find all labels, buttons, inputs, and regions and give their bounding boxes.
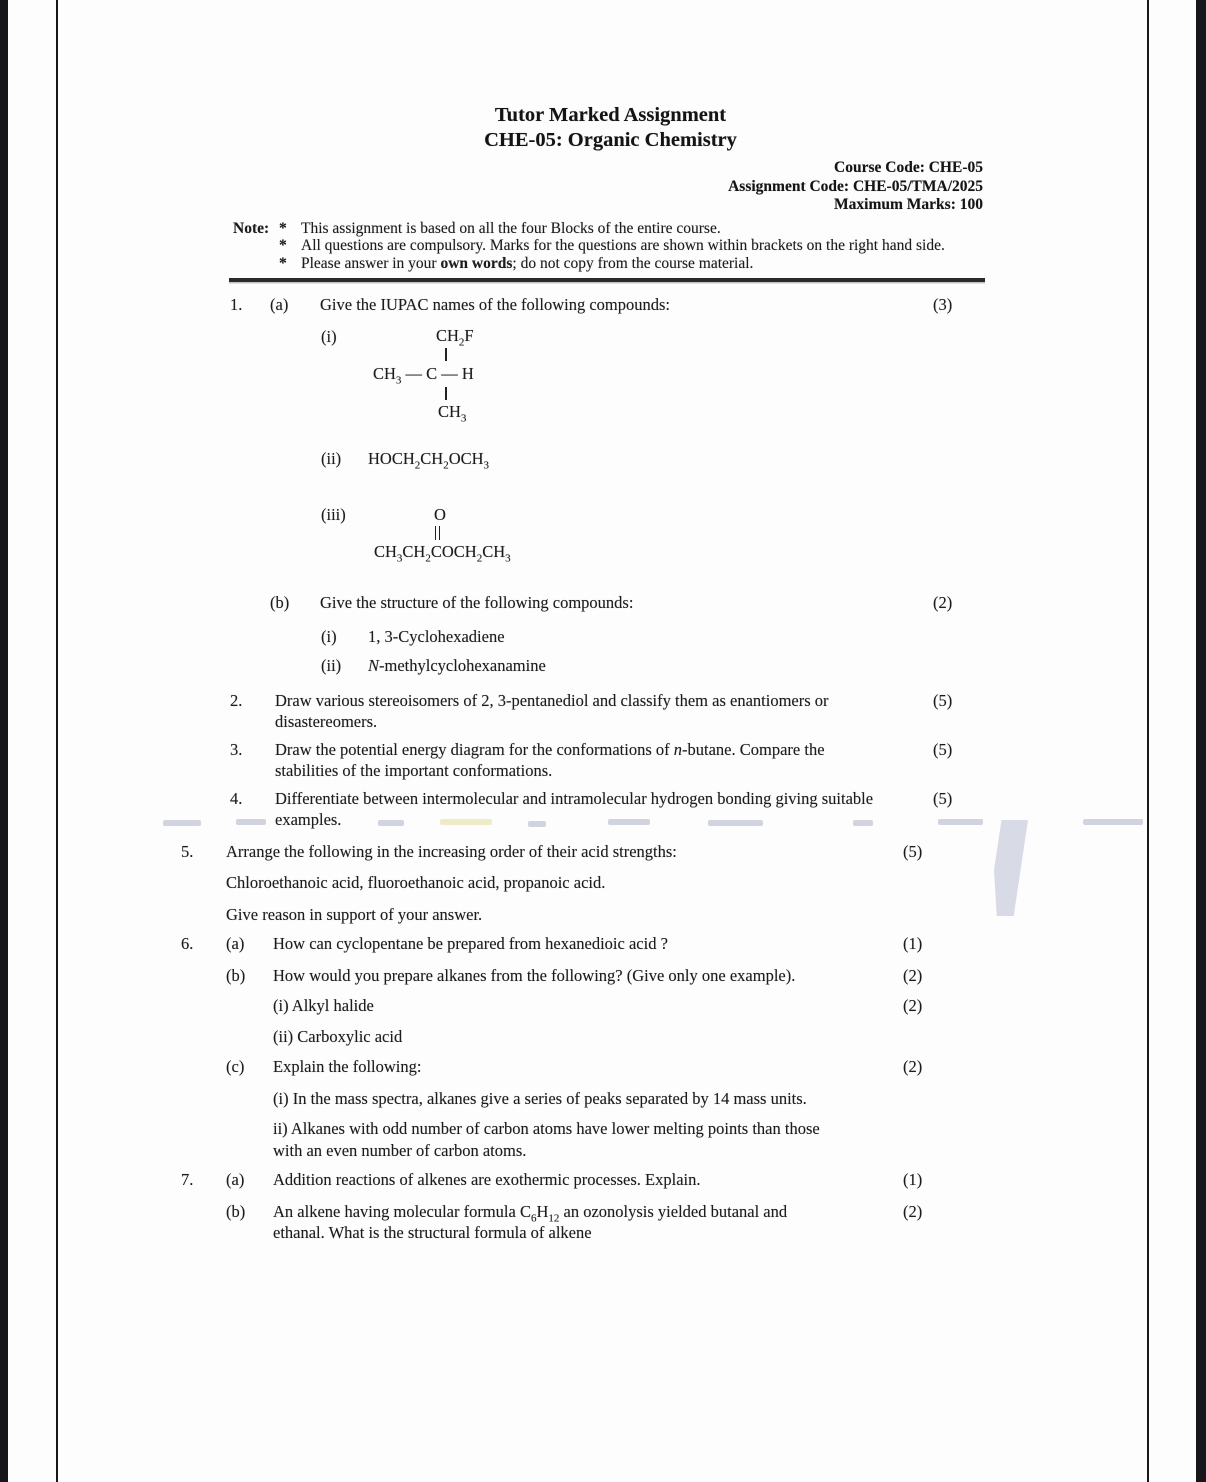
question-number: 6.	[181, 934, 194, 953]
item-label: (i)	[321, 626, 337, 646]
title-line-2: CHE-05: Organic Chemistry	[484, 129, 737, 151]
question-1b-item	[321, 627, 1156, 647]
question-subpart: (b)	[226, 965, 246, 985]
question-6b-item	[181, 1026, 1156, 1048]
note-item: This assignment is based on all the four Blocks of the entire course.	[301, 219, 721, 237]
scan-artifact	[236, 819, 266, 825]
note-row	[233, 237, 1033, 255]
substituent-bottom: $CH_3$	[438, 402, 467, 425]
header-meta	[65, 159, 1156, 215]
asterisk-bullet-icon: *	[279, 219, 287, 237]
structural-formula	[373, 326, 613, 425]
single-bond-icon	[445, 387, 447, 400]
question-1a-row	[230, 294, 1156, 316]
scan-artifact	[1083, 819, 1143, 825]
question-6b-item	[181, 995, 1156, 1017]
question-subpart: (a)	[270, 294, 289, 314]
question-number: 1.	[230, 294, 243, 314]
question-text: Draw various stereoisomers of 2, 3-pentanediol and classify them as enantiomers or disastereomers.	[275, 690, 829, 731]
note-item: Please answer in your own words; do not copy from the course material.	[301, 254, 754, 272]
assignment-document	[65, 0, 1156, 1482]
scan-artifact	[938, 819, 983, 825]
question-text: How would you prepare alkanes from the following? (Give only one example).	[273, 965, 796, 985]
item-text: ii) Alkanes with odd number of carbon atoms have lower melting points than those with an even number of carbon atoms.	[273, 1119, 820, 1160]
title-line-1: Tutor Marked Assignment	[494, 104, 727, 126]
question-6b-row	[181, 965, 1156, 987]
oxygen-atom: O	[434, 505, 446, 524]
item-text: (ii) Carboxylic acid	[273, 1026, 403, 1046]
course-code: Course Code: CHE-05	[834, 159, 983, 176]
marks-badge: (1)	[903, 934, 923, 953]
marks-badge: (5)	[933, 739, 953, 759]
question-number: 3.	[230, 739, 243, 759]
asterisk-bullet-icon: *	[279, 254, 287, 272]
item-text: (i) Alkyl halide	[273, 996, 374, 1015]
item-text: 1, 3-Cyclohexadiene	[368, 626, 505, 646]
question-number: 7.	[181, 1170, 194, 1189]
question-6a-row	[181, 933, 1156, 955]
assignment-code: Assignment Code: CHE-05/TMA/2025	[728, 177, 983, 195]
question-6c-row	[181, 1056, 1156, 1078]
backbone: $CH_3$ — C — H	[373, 364, 474, 387]
question-text: How can cyclopentane be prepared from hexanedioic acid ?	[273, 934, 668, 953]
question-subpart: (a)	[226, 1170, 245, 1189]
condensed-formula: $HOCH_2CH_2OCH_3$	[368, 449, 490, 472]
page-border-line-left	[56, 0, 58, 1482]
note-item: All questions are compulsory. Marks for the questions are shown within brackets on the right hand side.	[301, 237, 945, 254]
structure-i	[321, 326, 1156, 425]
question-subpart: (b)	[226, 1201, 246, 1221]
question-1b-row	[230, 592, 1156, 614]
condensed-formula: $CH_3CH_2COCH_2CH_3$	[374, 542, 511, 565]
marks-badge: (2)	[903, 1201, 923, 1221]
question-3-row	[230, 739, 1156, 782]
marks-badge: (2)	[903, 996, 923, 1015]
question-text: An alkene having molecular formula $C_6H_{12}$ an ozonolysis yielded butanal and ethanal. What is the structural formula of alkene	[273, 1201, 788, 1242]
question-subpart: (b)	[270, 593, 290, 612]
marks-badge: (5)	[903, 841, 923, 861]
double-bond-icon	[435, 526, 440, 540]
marks-badge: (2)	[903, 1057, 923, 1076]
scan-artifact	[440, 819, 492, 825]
question-7a-row	[181, 1169, 1156, 1191]
marks-badge: (5)	[933, 788, 953, 808]
question-text: Addition reactions of alkenes are exothermic processes. Explain.	[273, 1170, 701, 1189]
marks-badge: (5)	[933, 690, 953, 710]
question-text: Give the IUPAC names of the following compounds:	[320, 294, 670, 314]
question-7b-row	[181, 1201, 1156, 1244]
question-text: Differentiate between intermolecular and intramolecular hydrogen bonding giving suitable examples.	[275, 788, 874, 829]
question-number: 4.	[230, 788, 243, 808]
scan-artifact	[608, 819, 650, 825]
structure-label: (iii)	[321, 505, 346, 524]
question-6c-item	[181, 1088, 1156, 1110]
question-number: 2.	[230, 690, 243, 710]
question-number: 5.	[181, 841, 194, 861]
question-6c-item	[181, 1118, 1156, 1161]
item-text: N-methylcyclohexanamine	[368, 655, 546, 675]
scan-artifact	[708, 820, 763, 826]
page-border-line-right	[1147, 0, 1149, 1482]
question-subpart: (c)	[226, 1057, 245, 1076]
question-2-row	[230, 690, 1156, 733]
question-text: Draw the potential energy diagram for the conformations of n-butane. Compare the stabilities of the important conformations.	[275, 739, 825, 780]
asterisk-bullet-icon: *	[279, 237, 287, 254]
marks-badge: (2)	[903, 965, 923, 985]
single-bond-icon	[445, 348, 447, 361]
note-label: Note:	[233, 219, 270, 237]
scan-artifact	[528, 821, 546, 827]
question-text: Give reason in support of your answer.	[226, 904, 483, 924]
substituent-top: $CH_2F$	[436, 326, 474, 349]
structure-iii	[321, 505, 1156, 565]
note-row	[233, 255, 1033, 273]
marks-badge: (2)	[933, 593, 953, 612]
note-block	[233, 220, 1033, 273]
item-text: (i) In the mass spectra, alkanes give a series of peaks separated by 14 mass units.	[273, 1088, 807, 1108]
question-text: Chloroethanoic acid, fluoroethanoic acid, propanoic acid.	[226, 873, 606, 892]
structure-label: (ii)	[321, 449, 342, 468]
scan-artifact	[378, 820, 404, 826]
marks-badge: (1)	[903, 1170, 923, 1189]
structure-ii	[321, 449, 1156, 472]
note-row	[233, 220, 1033, 238]
marks-badge: (3)	[933, 294, 953, 314]
question-1b-item	[321, 656, 1156, 676]
horizontal-rule	[229, 278, 985, 282]
question-text: Give the structure of the following compounds:	[320, 593, 634, 612]
scan-artifact	[163, 820, 201, 826]
question-text: Explain the following:	[273, 1057, 422, 1076]
structure-label: (i)	[321, 327, 337, 346]
scan-artifact	[853, 820, 873, 826]
document-title	[65, 0, 1156, 153]
item-label: (ii)	[321, 655, 342, 675]
question-text: Arrange the following in the increasing order of their acid strengths:	[226, 841, 677, 861]
question-subpart: (a)	[226, 934, 245, 953]
maximum-marks: Maximum Marks: 100	[834, 196, 983, 213]
scanned-page	[8, 0, 1196, 1482]
